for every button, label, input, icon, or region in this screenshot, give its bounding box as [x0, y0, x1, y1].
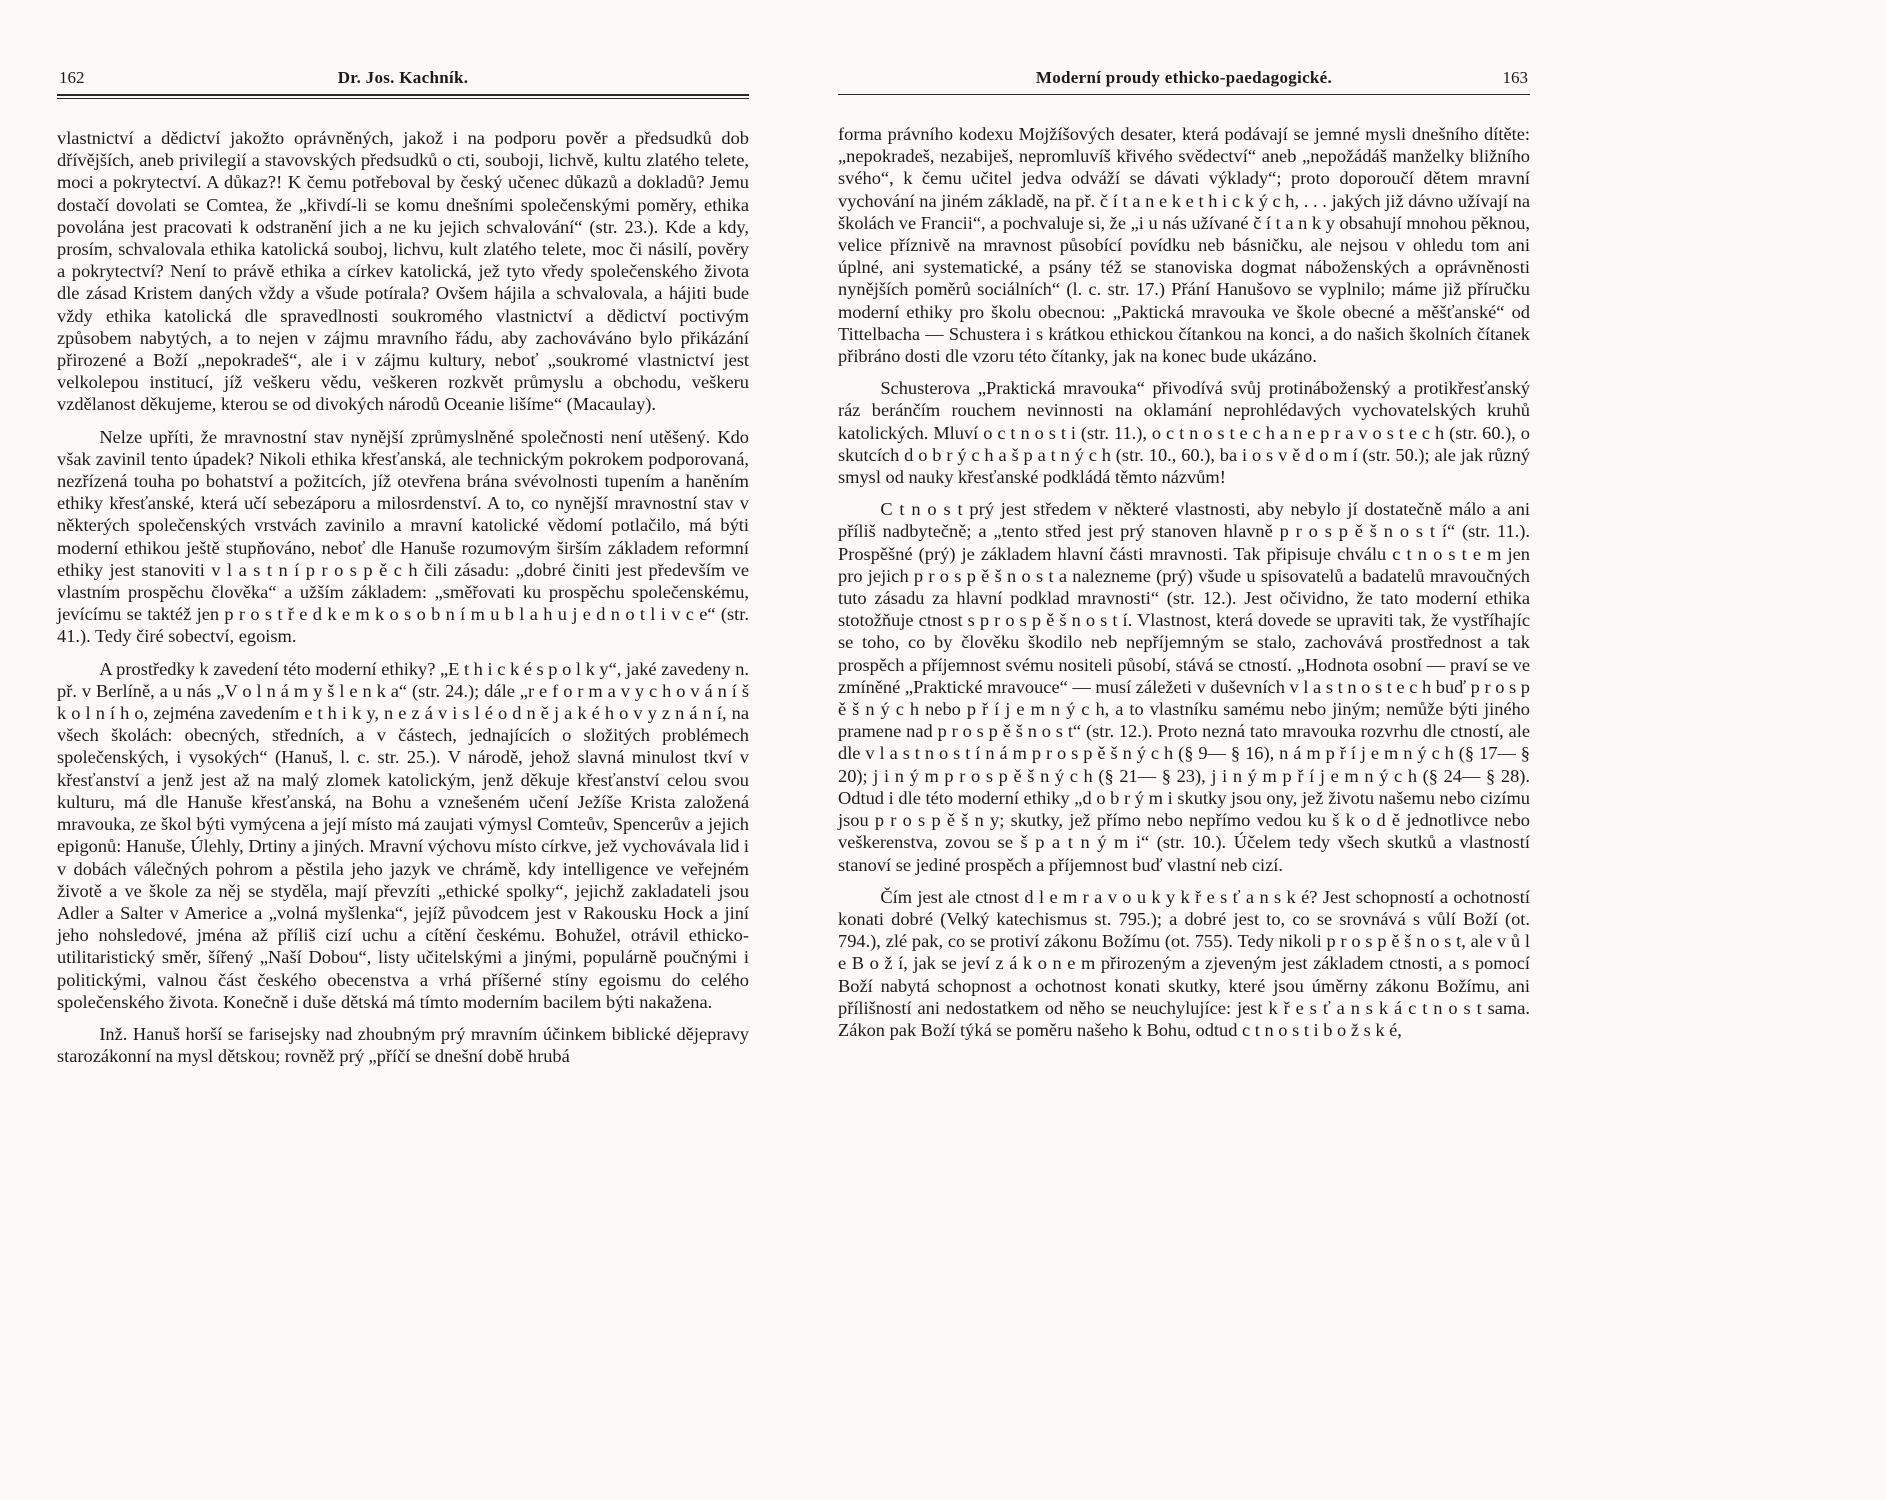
paragraph-right-4: Čím jest ale ctnost d l e m r a v o u k y k ř e s ť a n s k é? Jest schopností a ochotností konati dobré (Velký katechismus st. 795.); a dobré jest to, co se srovnává s vůlí Boží (ot. 794.), zlé pak, co se protiví zákonu Božímu (ot. 755). Tedy nikoli p r o s p ě š n o s t, ale v ů l e B o ž í, jak se jeví z á k o n e m přirozeným a zjeveným jest základem ctnosti, a s pomocí Boží nabytá schopnost a ochotnost konati skutky, které jsou úměrny zákonu Božímu, ani přílišností ani nedostatkem od něho se neuchylujíce: jest k ř e s ť a n s k á c t n o s t sama. Zákon pak Boží týká se poměru našeho k Bohu, odtud c t n o s t i b o ž s k é, — [838, 886, 1530, 1040]
running-title-left: Dr. Jos. Kachník. — [337, 68, 469, 87]
paragraph-right-3: C t n o s t prý jest středem v některé vlastnosti, aby nebylo jí dostatečně málo a ani příliš nadbytečně; a „tento střed jest prý stanoven hlavně p r o s p ě š n o s t í“ (str. 11.). Prospěšné (prý) je základem hlavní části mravnosti. Tak připisuje chválu c t n o s t e m jen pro jejich p r o s p ě š n o s t a nalezneme (prý) všude u spisovatelů a badatelů mravoučných tuto zásadu za hlavní podklad mravnosti“ (str. 12.). Jest očividno, že tato moderní ethika stotožňuje ctnost s p r o s p ě š n o s t í. Vlastnost, která dovede se upraviti tak, že vystříhajíc se toho, co by člověku škodilo neb nepříjemným se stalo, zachovává prostřednost a tak prospěch a příjemnost svému nositeli působí, stává se ctností. „Hodnota osobní — praví se ve zmíněné „Praktické mravouce“ — musí záležeti v duševních v l a s t n o s t e c h buď p r o s p ě š n ý c h nebo p ř í j e m n ý c h, a to vlastníku samému nebo jiným; nemůže býti jiného pramene nad p r o s p ě š n o s t“ (str. 12.). Proto nezná tato mravouka rozvrhu dle ctností, ale dle v l a s t n o s t í n á m p r o s p ě š n ý c h (§ 9— § 16), n á m p ř í j e m n ý c h (§ 17— § 20); j i n ý m p r o s p ě š n ý c h (§ 21— § 23), j i n ý m p ř í j e m n ý c h (§ 24— § 28). Odtud i dle této moderní ethiky „d o b r ý m i skutky jsou ony, jež životu našemu nebo cizímu jsou p r o s p ě š n y; skutky, jež přímo nebo nepřímo vedou ku š k o d ě jednotlivce nebo veškerenstva, zovou se š p a t n ý m i“ (str. 10.). Účelem tedy všech skutků a vlastností stanoví se jediné prospěch a příjemnost buď vlastní neb cizí. — [838, 499, 1530, 875]
page-body-right — [838, 123, 1530, 1041]
running-title-right: Moderní proudy ethicko-paedagogické. — [1035, 68, 1333, 87]
running-head-right — [838, 68, 1530, 94]
running-head-left — [57, 68, 749, 94]
header-rule-left — [57, 94, 749, 99]
paragraph-right-2: Schusterova „Praktická mravouka“ přivodívá svůj protináboženský a protikřesťanský ráz beránčím rouchem nevinnosti na oklamání neprohlédavých vychovatelských kruhů katolických. Mluví o c t n o s t i (str. 11.), o c t n o s t e c h a n e p r a v o s t e c h (str. 60.), o skutcích d o b r ý c h a š p a t n ý c h (str. 10., 60.), ba i o s v ě d o m í (str. 50.); ale jak různý smysl od nauky křesťanské podkládá těmto názvům! — [838, 378, 1530, 488]
page-right — [838, 68, 1530, 1041]
paragraph-left-4: Inž. Hanuš horší se farisejsky nad zhoubným prý mravním účinkem biblické dějepravy starozákonní na mysl dětskou; rovněž prý „příčí se dnešní době hrubá — [57, 1023, 749, 1067]
page-body-left — [57, 127, 749, 1067]
page-left — [57, 68, 749, 1067]
paragraph-left-2: Nelze upříti, že mravnostní stav nynější zprůmyslněné společnosti není utěšený. Kdo však zavinil tento úpadek? Nikoli ethika křesťanská, ale technickým pokrokem podporovaná, nezřízená touha po bohatství a požitcích, jíž otevřena brána svévolnosti tupením a haněním ethiky křesťanské, která učí sebezáporu a milosrdenství. A to, co nynější mravnostní stav v některých společenských vrstvách zavinilo a mravní katolické vědomí potlačilo, má býti moderní ethikou ještě stupňováno, neboť dle Hanuše rozumovým širším základem reformní ethiky jest stanoviti v l a s t n í p r o s p ě c h čili zásadu: „dobré činiti jest především ve vlastním prospěchu člověka“ a užším základem: „směřovati ku prospěchu společenskému, jevícímu se taktéž jen p r o s t ř e d k e m k o s o b n í m u b l a h u j e d n o t l i v c e“ (str. 41.). Tedy čiré sobectví, egoism. — [57, 426, 749, 647]
paragraph-left-3: A prostředky k zavedení této moderní ethiky? „E t h i c k é s p o l k y“, jaké zavedeny n. př. v Berlíně, a u nás „V o l n á m y š l e n k a“ (str. 24.); dále „r e f o r m a v y c h o v á n í š k o l n í h o, zejména zavedením e t h i k y, n e z á v i s l é o d n ě j a k é h o v y z n á n í, na všech školách: obecných, středních, a v částech, jednajících o složitých problémech společenských, i vysokých“ (Hanuš, l. c. str. 25.). V národě, jehož slavná minulost tkví v křesťanství a jenž jest až na malý zlomek katolickým, jenž děkuje křesťanství celou svou kulturu, má dle Hanuše křesťanská, na Bohu a vznešeném učení Ježíše Krista založená mravouka, ze škol býti vymýcena a její místo má zaujati výmysl Comteův, Spencerův a jejich epigonů: Hanuše, Úlehly, Drtiny a jiných. Mravní výchovu místo církve, jež vychovávala lid i v dobách válečných pohrom a pěstila jeho jazyk ve chrámě, kdy intelligence ve veřejném životě a ve škole za něj se styděla, mají převzíti „ethické spolky“, jejichž zakladateli jsou Adler a Salter v Americe a „volná myšlenka“, jejíž původcem jest v Rakousku Hock a jiní jeho nohsledové, jména až příliš cizí uchu a cítění českému. Bohužel, otrávil ethicko-utilitaristický směr, šířený „Naší Dobou“, listy učitelskými a jinými, populárně poučnými i politickými, valnou část českého obecenstva a vrhá příšerné stíny egoismu do celého společenského života. Konečně i duše dětská má tímto moderním bacilem býti nakažena. — [57, 658, 749, 1012]
page-number-left: 162 — [59, 68, 85, 87]
paragraph-right-1: forma právního kodexu Mojžíšových desater, která podávají se jemné mysli dnešního dítěte: „nepokradeš, nezabiješ, nepromluvíš křivého svědectví“ aneb „nepožádáš manželky bližního svého“, k čemu učitel jedva odváží se dávati výklady“; proto doporoučí dětem mravní vychování na jiném základě, na př. č í t a n e k e t h i c k ý c h, . . . jakých již dávno užívají na školách ve Francii“, a pochvaluje si, že „i u nás užívané č í t a n k y obsahují mnohou pěknou, velice příznivě na mravnost působící povídku neb básničku, ale nejsou v ohledu tom ani úplné, ani systematické, a psány též se stanoviska dogmat náboženských a oprávněnosti nynějších poměrů sociálních“ (l. c. str. 17.) Přání Hanušovo se vyplnilo; máme již příručku moderní ethiky pro školu obecnou: „Paktická mravouka ve škole obecné a měšťanské“ od Tittelbacha — Schustera i s krátkou ethickou čítankou na konci, a do našich školních čítanek přibráno dosti dle vzoru této čítanky, jak na konec bude ukázáno. — [838, 124, 1531, 367]
paragraph-left-1: vlastnictví a dědictví jakožto oprávněných, jakož i na podporu pověr a předsudků dob dřívějších, aneb privilegií a stavovských předsudků o cti, souboji, lichvě, kultu zlatého telete, moci a pokrytectví. A důkaz?! K čemu potřeboval by český učenec důkazů a dokladů? Jemu dostačí dovolati se Comtea, že „křivdí-li se komu dnešními společenskými poměry, ethika povolána jest pracovati k odstranění jich a ne ku jejich schvalování“ (str. 23.). Kde a kdy, prosím, schvalovala ethika katolická souboj, lichvu, kult zlatého telete, moc či násilí, pověry a pokrytectví? Není to právě ethika a církev katolická, jež tyto vředy společenského života dle zásad Kristem daných vždy a všude potírala? Ovšem hájila a schvalovala, a hájiti bude vždy ethika katolická dle spravedlnosti soukromého vlastnictví a dědictví poctivým způsobem nabytých, a to nejen v zájmu mravního řádu, aby zachováváno bylo přikázání přirozené a Boží „nepokradeš“, ale i v zájmu kultury, neboť „soukromé vlastnictví jest velkolepou institucí, jíž veškeru vědu, veškeren rozkvět průmyslu a obchodu, veškeru vzdělanost děkujeme, kterou se od divokých národů Oceanie lišíme“ (Macaulay). — [57, 128, 749, 415]
header-rule-right — [838, 94, 1530, 95]
page-number-right: 163 — [1502, 68, 1528, 87]
